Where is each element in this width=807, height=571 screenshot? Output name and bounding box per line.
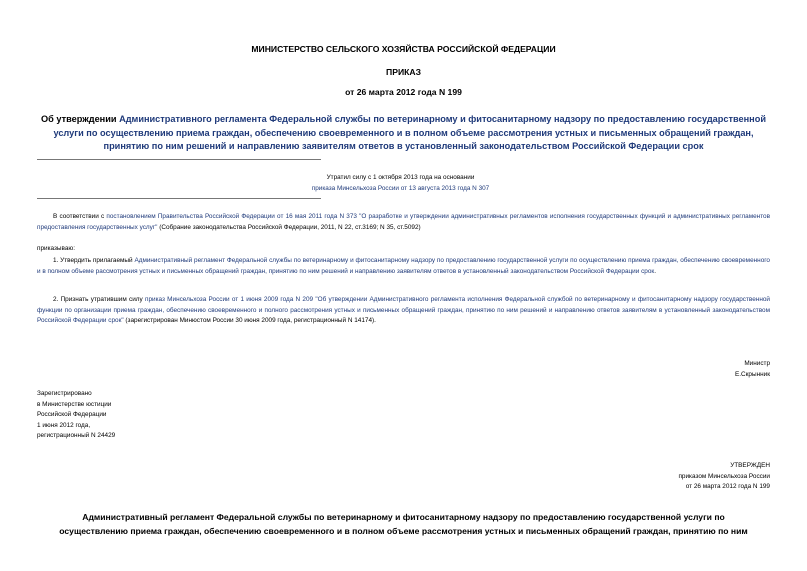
regulation-heading (40, 510, 767, 538)
preamble-suffix: (Собрание законодательства Российской Федерации, 2011, N 22, ст.3169; N 35, ст.5092) (157, 223, 421, 231)
divider-bottom (37, 198, 321, 199)
document-title (40, 113, 767, 154)
registration-block (37, 389, 115, 442)
divider-top (37, 159, 321, 160)
approval-block (678, 461, 770, 493)
registration-line2: в Министерстве юстиции (37, 400, 112, 408)
signature-position: Министр (744, 360, 770, 367)
orders-label: приказываю: (37, 245, 75, 252)
government-resolution-link[interactable]: постановлением Правительства Российской Федерации от 16 мая 2011 года N 373 "О разработке и утверждении административных регламентов исполнения государственных функций и административных регламентов предоставления государственных услуг" (37, 213, 771, 231)
order-date (0, 87, 807, 97)
signature-block (735, 359, 770, 380)
order-label: ПРИКАЗ (386, 67, 421, 77)
order-date-text: от 26 марта 2012 года N 199 (345, 87, 462, 97)
registration-line3: Российской Федерации (37, 411, 107, 419)
clause-1-prefix: 1. Утвердить прилагаемый (53, 257, 135, 264)
clause-2-suffix: (зарегистрирован Минюстом России 30 июня 2009 года, регистрационный N 14174). (123, 317, 376, 325)
clause-2 (37, 295, 770, 327)
regulation-link[interactable]: Административный регламент Федеральной службы по ветеринарному и фитосанитарному надзору по предоставлению государственной услуги по осуществлению приема граждан, обеспечению своевременного и в полном объеме рассмотрения устных и письменных обращений граждан, принятию по ним решений и направлению заявителям ответов в установленный законодательством Российской Федерации срок (37, 257, 770, 275)
title-regulation-link[interactable]: Административного регламента Федеральной службы по ветеринарному и фитосанитарному надзору по предоставлению государственной услуги по осуществлению приема граждан, обеспечению своевременного и в полном объеме рассмотрения устных и письменных обращений граждан, принятию по ним решений и направлению заявителям ответов в установленный законодательством Российской Федерации срок (53, 114, 766, 151)
approval-line3: от 26 марта 2012 года N 199 (685, 483, 770, 491)
void-note-line1: Утратил силу с 1 октября 2013 года на основании (326, 174, 475, 181)
registration-line5: регистрационный N 24429 (37, 432, 116, 440)
regulation-heading-line2: осуществлению приема граждан, обеспечению своевременного и в полном объеме рассмотрения устных и письменных обращений граждан, принятию по ним (59, 526, 748, 536)
preamble-prefix: В соответствии с (53, 213, 107, 220)
ministry-name: МИНИСТЕРСТВО СЕЛЬСКОГО ХОЗЯЙСТВА РОССИЙСКОЙ ФЕДЕРАЦИИ (251, 44, 556, 54)
registration-line4: 1 июня 2012 года, (37, 421, 91, 429)
regulation-heading-line1: Административный регламент Федеральной службы по ветеринарному и фитосанитарному надзору по предоставлению государственной услуги по (82, 512, 725, 522)
clause-2-prefix: 2. Признать утратившим силу (53, 296, 145, 303)
approval-line2: приказом Минсельхоза России (678, 472, 770, 480)
void-note (37, 172, 764, 194)
signature-name: Е.Скрынник (734, 370, 770, 378)
preamble-paragraph (37, 212, 770, 233)
void-note-order-link[interactable]: приказа Минсельхоза России от 13 августа 2013 года N 307 (311, 185, 490, 192)
title-prefix: Об утверждении (41, 114, 120, 124)
approval-line1: УТВЕРЖДЕН (730, 462, 770, 469)
clause-1-suffix: . (654, 267, 656, 275)
clause-1 (37, 256, 770, 277)
previous-order-link[interactable]: приказ Минсельхоза России от 1 июня 2009 года N 209 "Об утверждении Административного регламента исполнения Федеральной службой по ветеринарному и фитосанитарному надзору государственной функции по организации приема граждан, обеспечению своевременного и полного рассмотрения устных и письменных обращений граждан, принятию по ним решений и направлению ответов заявителям в установленный законодательством Российской Федерации срок" (37, 296, 770, 325)
registration-line1: Зарегистрировано (37, 390, 92, 397)
